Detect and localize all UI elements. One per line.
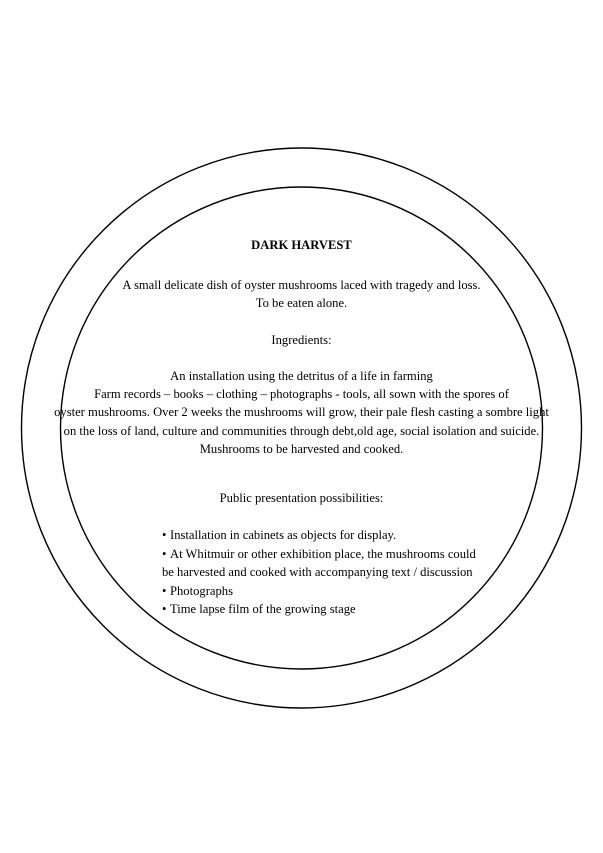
document-title: DARK HARVEST xyxy=(251,238,352,252)
list-item xyxy=(162,545,522,564)
list-item xyxy=(162,600,522,619)
presentation-list xyxy=(162,526,522,619)
list-item-text: Time lapse film of the growing stage xyxy=(170,602,356,616)
ingredients-line-5: Mushrooms to be harvested and cooked. xyxy=(199,442,404,456)
bullet-marker: • xyxy=(162,602,167,616)
intro-line-2: To be eaten alone. xyxy=(255,296,348,310)
list-item xyxy=(162,526,522,545)
bullet-marker: • xyxy=(162,528,167,542)
ingredients-line-4: on the loss of land, culture and communities through debt,old age, social isolation and suicide. xyxy=(63,424,540,438)
list-item-text: Installation in cabinets as objects for display. xyxy=(170,528,397,542)
ingredients-line-1: An installation using the detritus of a life in farming xyxy=(170,369,433,383)
list-item xyxy=(162,582,522,601)
ingredients-heading: Ingredients: xyxy=(271,333,332,347)
list-item-text: At Whitmuir or other exhibition place, the mushrooms could xyxy=(170,546,476,561)
ingredients-line-2: Farm records – books – clothing – photographs - tools, all sown with the spores of xyxy=(94,387,509,401)
bullet-marker: • xyxy=(162,583,167,598)
ingredients-line-3: oyster mushrooms. Over 2 weeks the mushrooms will grow, their pale flesh casting a sombre light xyxy=(54,405,549,419)
intro-line-1: A small delicate dish of oyster mushrooms laced with tragedy and loss. xyxy=(122,278,481,292)
list-item-continuation xyxy=(162,563,522,582)
list-item-text: Photographs xyxy=(170,583,233,598)
bullet-marker: • xyxy=(162,546,167,561)
presentation-heading: Public presentation possibilities: xyxy=(219,491,384,505)
list-item-text: be harvested and cooked with accompanying text / discussion xyxy=(162,565,473,579)
